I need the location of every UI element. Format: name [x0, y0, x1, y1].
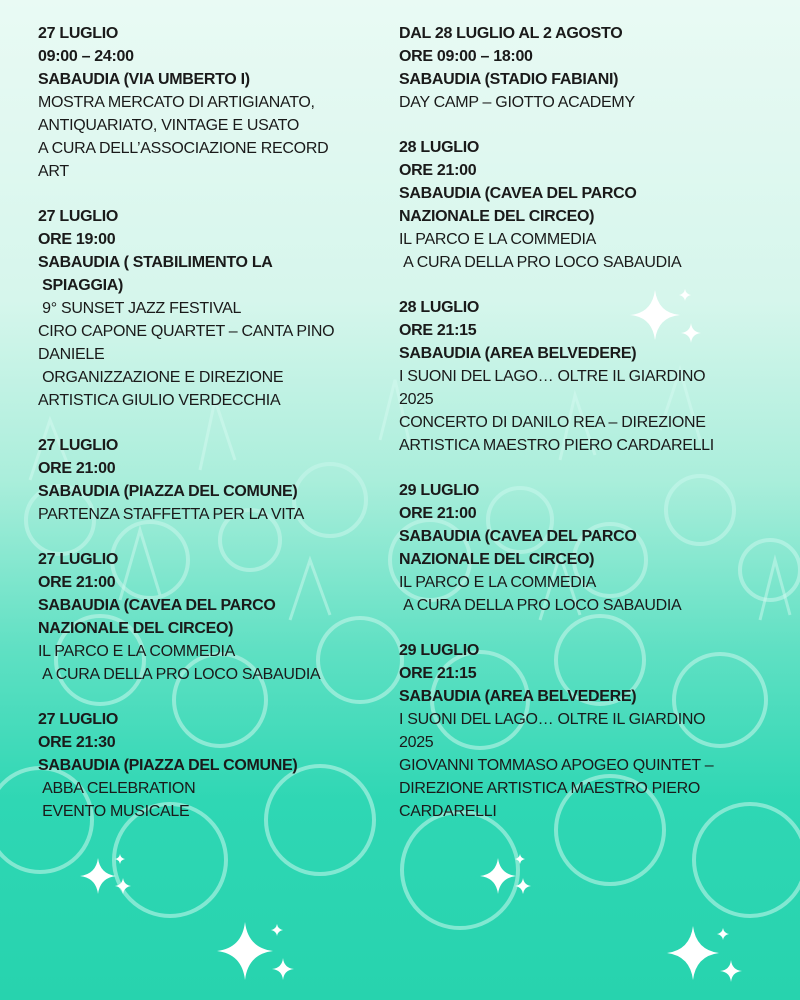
- event-date: 29 LUGLIO: [399, 642, 479, 659]
- event-item: [399, 22, 789, 114]
- event-detail: CARDARELLI: [399, 803, 497, 820]
- event-detail: ORGANIZZAZIONE E DIREZIONE: [38, 369, 284, 386]
- event-detail: A CURA DELL’ASSOCIAZIONE RECORD: [38, 140, 329, 157]
- event-detail: A CURA DELLA PRO LOCO SABAUDIA: [399, 254, 682, 271]
- event-detail: IL PARCO E LA COMMEDIA: [38, 643, 236, 660]
- event-location: NAZIONALE DEL CIRCEO): [38, 620, 234, 637]
- event-detail: A CURA DELLA PRO LOCO SABAUDIA: [38, 666, 321, 683]
- event-detail: DANIELE: [38, 346, 105, 363]
- event-detail: 2025: [399, 391, 434, 408]
- event-detail: I SUONI DEL LAGO… OLTRE IL GIARDINO: [399, 711, 706, 728]
- event-location: SABAUDIA ( STABILIMENTO LA: [38, 254, 273, 271]
- events-right-column: [399, 22, 789, 845]
- event-detail: ANTIQUARIATO, VINTAGE E USATO: [38, 117, 299, 134]
- event-item: [38, 548, 383, 686]
- sparkle-icon: [665, 922, 750, 997]
- event-time: ORE 21:00: [399, 505, 477, 522]
- event-date: 28 LUGLIO: [399, 299, 479, 316]
- event-date: 28 LUGLIO: [399, 139, 479, 156]
- event-detail: I SUONI DEL LAGO… OLTRE IL GIARDINO: [399, 368, 706, 385]
- event-date: 27 LUGLIO: [38, 25, 118, 42]
- event-item: [399, 136, 789, 274]
- event-time: ORE 19:00: [38, 231, 116, 248]
- event-date: 27 LUGLIO: [38, 551, 118, 568]
- event-item: [38, 205, 383, 412]
- event-item: [38, 22, 383, 183]
- event-date: 27 LUGLIO: [38, 711, 118, 728]
- event-time: ORE 21:00: [38, 574, 116, 591]
- event-detail: A CURA DELLA PRO LOCO SABAUDIA: [399, 597, 682, 614]
- event-location: NAZIONALE DEL CIRCEO): [399, 208, 595, 225]
- event-location: SABAUDIA (STADIO FABIANI): [399, 71, 619, 88]
- event-detail: CONCERTO DI DANILO REA – DIREZIONE: [399, 414, 706, 431]
- event-time: ORE 21:15: [399, 665, 477, 682]
- event-item: [38, 708, 383, 823]
- event-item: [399, 639, 789, 823]
- events-left-column: [38, 22, 383, 845]
- event-detail: GIOVANNI TOMMASO APOGEO QUINTET –: [399, 757, 714, 774]
- event-location: SABAUDIA (AREA BELVEDERE): [399, 345, 637, 362]
- event-time: ORE 21:15: [399, 322, 477, 339]
- event-location: SABAUDIA (PIAZZA DEL COMUNE): [38, 757, 298, 774]
- event-item: [399, 296, 789, 457]
- event-detail: CIRO CAPONE QUARTET – CANTA PINO: [38, 323, 335, 340]
- event-detail: ARTISTICA MAESTRO PIERO CARDARELLI: [399, 437, 714, 454]
- event-location: SABAUDIA (AREA BELVEDERE): [399, 688, 637, 705]
- event-date: 27 LUGLIO: [38, 208, 118, 225]
- event-time: ORE 21:00: [399, 162, 477, 179]
- event-location: SABAUDIA (CAVEA DEL PARCO: [399, 185, 637, 202]
- event-detail: DAY CAMP – GIOTTO ACADEMY: [399, 94, 635, 111]
- event-detail: ARTISTICA GIULIO VERDECCHIA: [38, 392, 281, 409]
- sparkle-icon: [78, 852, 140, 907]
- event-detail: ABBA CELEBRATION: [38, 780, 196, 797]
- event-detail: IL PARCO E LA COMMEDIA: [399, 574, 597, 591]
- event-item: [38, 434, 383, 526]
- event-location: SABAUDIA (CAVEA DEL PARCO: [399, 528, 637, 545]
- event-date: 27 LUGLIO: [38, 437, 118, 454]
- event-location: NAZIONALE DEL CIRCEO): [399, 551, 595, 568]
- event-location: SABAUDIA (CAVEA DEL PARCO: [38, 597, 276, 614]
- event-time: ORE 21:00: [38, 460, 116, 477]
- event-location: SABAUDIA (PIAZZA DEL COMUNE): [38, 483, 298, 500]
- event-location: SPIAGGIA): [38, 277, 124, 294]
- event-item: [399, 479, 789, 617]
- event-detail: PARTENZA STAFFETTA PER LA VITA: [38, 506, 305, 523]
- event-detail: ART: [38, 163, 69, 180]
- event-detail: DIREZIONE ARTISTICA MAESTRO PIERO: [399, 780, 700, 797]
- event-location: SABAUDIA (VIA UMBERTO I): [38, 71, 250, 88]
- event-date: DAL 28 LUGLIO AL 2 AGOSTO: [399, 25, 623, 42]
- event-date: 29 LUGLIO: [399, 482, 479, 499]
- event-detail: 9° SUNSET JAZZ FESTIVAL: [38, 300, 242, 317]
- event-detail: EVENTO MUSICALE: [38, 803, 190, 820]
- sparkle-icon: [215, 918, 300, 993]
- event-detail: 2025: [399, 734, 434, 751]
- sparkle-icon: [478, 852, 540, 907]
- sparkle-icon: [625, 285, 705, 355]
- event-detail: IL PARCO E LA COMMEDIA: [399, 231, 597, 248]
- event-time: 09:00 – 24:00: [38, 48, 134, 65]
- event-time: ORE 09:00 – 18:00: [399, 48, 533, 65]
- event-detail: MOSTRA MERCATO DI ARTIGIANATO,: [38, 94, 315, 111]
- event-time: ORE 21:30: [38, 734, 116, 751]
